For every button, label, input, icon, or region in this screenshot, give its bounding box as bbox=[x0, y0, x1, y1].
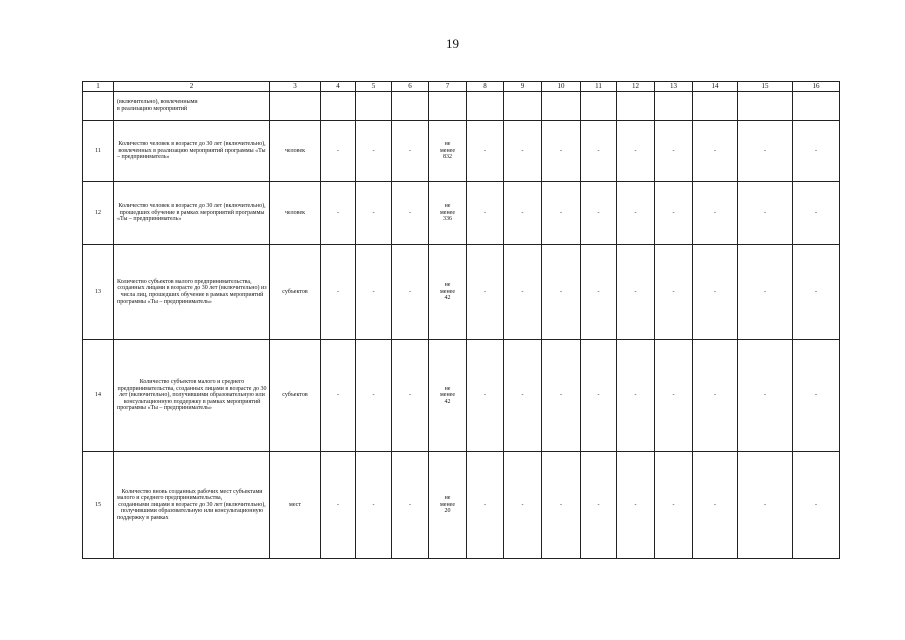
value-cell: - bbox=[617, 121, 655, 182]
column-number: 15 bbox=[738, 82, 793, 92]
value-cell: - bbox=[693, 245, 738, 340]
value-cell: - bbox=[655, 121, 693, 182]
target-value: не менее 336 bbox=[429, 182, 467, 245]
column-number: 5 bbox=[356, 82, 392, 92]
target-value: не менее 42 bbox=[429, 340, 467, 452]
value-cell: - bbox=[581, 245, 617, 340]
header-row bbox=[83, 82, 840, 92]
value-cell: - bbox=[617, 182, 655, 245]
value-cell: - bbox=[693, 340, 738, 452]
value-cell: - bbox=[542, 121, 581, 182]
value-cell: - bbox=[467, 452, 504, 559]
column-number: 9 bbox=[504, 82, 542, 92]
value-cell: - bbox=[321, 452, 356, 559]
indicator-description: Количество субъектов малого предпринимательства, созданных лицами в возрасте до 30 лет (включительно) из числа лиц, прошедших обучение в рамках мероприятий программы «Ты – предприниматель» bbox=[114, 245, 270, 340]
indicator-description: Количество человек в возрасте до 30 лет (включительно), прошедших обучение в рамках мероприятий программы «Ты – предприниматель» bbox=[114, 182, 270, 245]
value-cell bbox=[356, 92, 392, 121]
value-cell: - bbox=[392, 245, 429, 340]
value-cell bbox=[617, 92, 655, 121]
row-number: 15 bbox=[83, 452, 114, 559]
unit-of-measure: мест bbox=[270, 452, 321, 559]
value-cell: - bbox=[793, 182, 840, 245]
target-value: не менее 832 bbox=[429, 121, 467, 182]
value-cell: - bbox=[467, 182, 504, 245]
indicator-description: (включительно), вовлеченными в реализацию мероприятий bbox=[114, 92, 270, 121]
column-number: 7 bbox=[429, 82, 467, 92]
column-number: 4 bbox=[321, 82, 356, 92]
value-cell bbox=[793, 92, 840, 121]
table-row bbox=[83, 121, 840, 182]
column-number: 6 bbox=[392, 82, 429, 92]
column-number: 12 bbox=[617, 82, 655, 92]
row-number: 12 bbox=[83, 182, 114, 245]
target-value: не менее 20 bbox=[429, 452, 467, 559]
value-cell: - bbox=[356, 340, 392, 452]
value-cell: - bbox=[321, 121, 356, 182]
value-cell: - bbox=[321, 182, 356, 245]
value-cell: - bbox=[542, 182, 581, 245]
table-body bbox=[83, 82, 840, 559]
value-cell bbox=[467, 92, 504, 121]
value-cell: - bbox=[655, 340, 693, 452]
table-row bbox=[83, 452, 840, 559]
value-cell: - bbox=[738, 121, 793, 182]
column-number: 1 bbox=[83, 82, 114, 92]
value-cell: - bbox=[738, 245, 793, 340]
value-cell: - bbox=[392, 182, 429, 245]
value-cell: - bbox=[793, 340, 840, 452]
column-number: 14 bbox=[693, 82, 738, 92]
table-row bbox=[83, 245, 840, 340]
value-cell bbox=[738, 92, 793, 121]
value-cell bbox=[693, 92, 738, 121]
table-row bbox=[83, 182, 840, 245]
value-cell: - bbox=[655, 182, 693, 245]
value-cell: - bbox=[504, 245, 542, 340]
value-cell bbox=[542, 92, 581, 121]
page-number: 19 bbox=[446, 36, 459, 51]
value-cell: - bbox=[467, 245, 504, 340]
target-value: не менее 42 bbox=[429, 245, 467, 340]
value-cell: - bbox=[581, 121, 617, 182]
value-cell bbox=[392, 92, 429, 121]
value-cell: - bbox=[321, 340, 356, 452]
column-number: 2 bbox=[114, 82, 270, 92]
column-number: 11 bbox=[581, 82, 617, 92]
value-cell: - bbox=[504, 340, 542, 452]
unit-of-measure: субъектов bbox=[270, 340, 321, 452]
value-cell: - bbox=[356, 452, 392, 559]
row-number: 11 bbox=[83, 121, 114, 182]
value-cell: - bbox=[793, 452, 840, 559]
unit-of-measure bbox=[270, 92, 321, 121]
value-cell: - bbox=[581, 452, 617, 559]
indicators-table bbox=[82, 81, 840, 559]
value-cell: - bbox=[467, 121, 504, 182]
value-cell: - bbox=[693, 452, 738, 559]
indicator-description: Количество субъектов малого и среднего предпринимательства, созданных лицами в возрасте до 30 лет (включительно), получившими образовательную или консультационную поддержку в рамках мероприятий программы «Ты – предприниматель» bbox=[114, 340, 270, 452]
table-row bbox=[83, 340, 840, 452]
column-number: 13 bbox=[655, 82, 693, 92]
value-cell: - bbox=[655, 452, 693, 559]
value-cell: - bbox=[467, 340, 504, 452]
indicator-description: Количество человек в возрасте до 30 лет (включительно), вовлеченных в реализацию мероприятий программы «Ты – предприниматель» bbox=[114, 121, 270, 182]
value-cell: - bbox=[504, 182, 542, 245]
value-cell: - bbox=[617, 245, 655, 340]
value-cell bbox=[655, 92, 693, 121]
value-cell: - bbox=[392, 340, 429, 452]
value-cell: - bbox=[617, 452, 655, 559]
value-cell: - bbox=[693, 121, 738, 182]
value-cell: - bbox=[504, 452, 542, 559]
column-number: 16 bbox=[793, 82, 840, 92]
value-cell: - bbox=[738, 182, 793, 245]
value-cell: - bbox=[504, 121, 542, 182]
value-cell bbox=[581, 92, 617, 121]
value-cell: - bbox=[617, 340, 655, 452]
value-cell: - bbox=[793, 245, 840, 340]
value-cell: - bbox=[693, 182, 738, 245]
value-cell: - bbox=[392, 452, 429, 559]
value-cell bbox=[321, 92, 356, 121]
table-row bbox=[83, 92, 840, 121]
value-cell: - bbox=[542, 245, 581, 340]
indicator-description: Количество вновь созданных рабочих мест субъектами малого и среднего предпринимательства, созданными лицами в возрасте до 30 лет (включительно), получившими образовательную или консультационную поддержку в рамках bbox=[114, 452, 270, 559]
value-cell: - bbox=[738, 452, 793, 559]
value-cell: - bbox=[655, 245, 693, 340]
unit-of-measure: человек bbox=[270, 182, 321, 245]
value-cell: - bbox=[542, 452, 581, 559]
value-cell: - bbox=[321, 245, 356, 340]
value-cell: - bbox=[392, 121, 429, 182]
target-value bbox=[429, 92, 467, 121]
value-cell: - bbox=[542, 340, 581, 452]
value-cell: - bbox=[793, 121, 840, 182]
value-cell: - bbox=[581, 182, 617, 245]
row-number: 13 bbox=[83, 245, 114, 340]
value-cell: - bbox=[738, 340, 793, 452]
value-cell: - bbox=[356, 182, 392, 245]
unit-of-measure: человек bbox=[270, 121, 321, 182]
row-number: 14 bbox=[83, 340, 114, 452]
unit-of-measure: субъектов bbox=[270, 245, 321, 340]
column-number: 10 bbox=[542, 82, 581, 92]
column-number: 8 bbox=[467, 82, 504, 92]
value-cell: - bbox=[356, 245, 392, 340]
value-cell: - bbox=[581, 340, 617, 452]
value-cell bbox=[504, 92, 542, 121]
column-number: 3 bbox=[270, 82, 321, 92]
value-cell: - bbox=[356, 121, 392, 182]
row-number bbox=[83, 92, 114, 121]
